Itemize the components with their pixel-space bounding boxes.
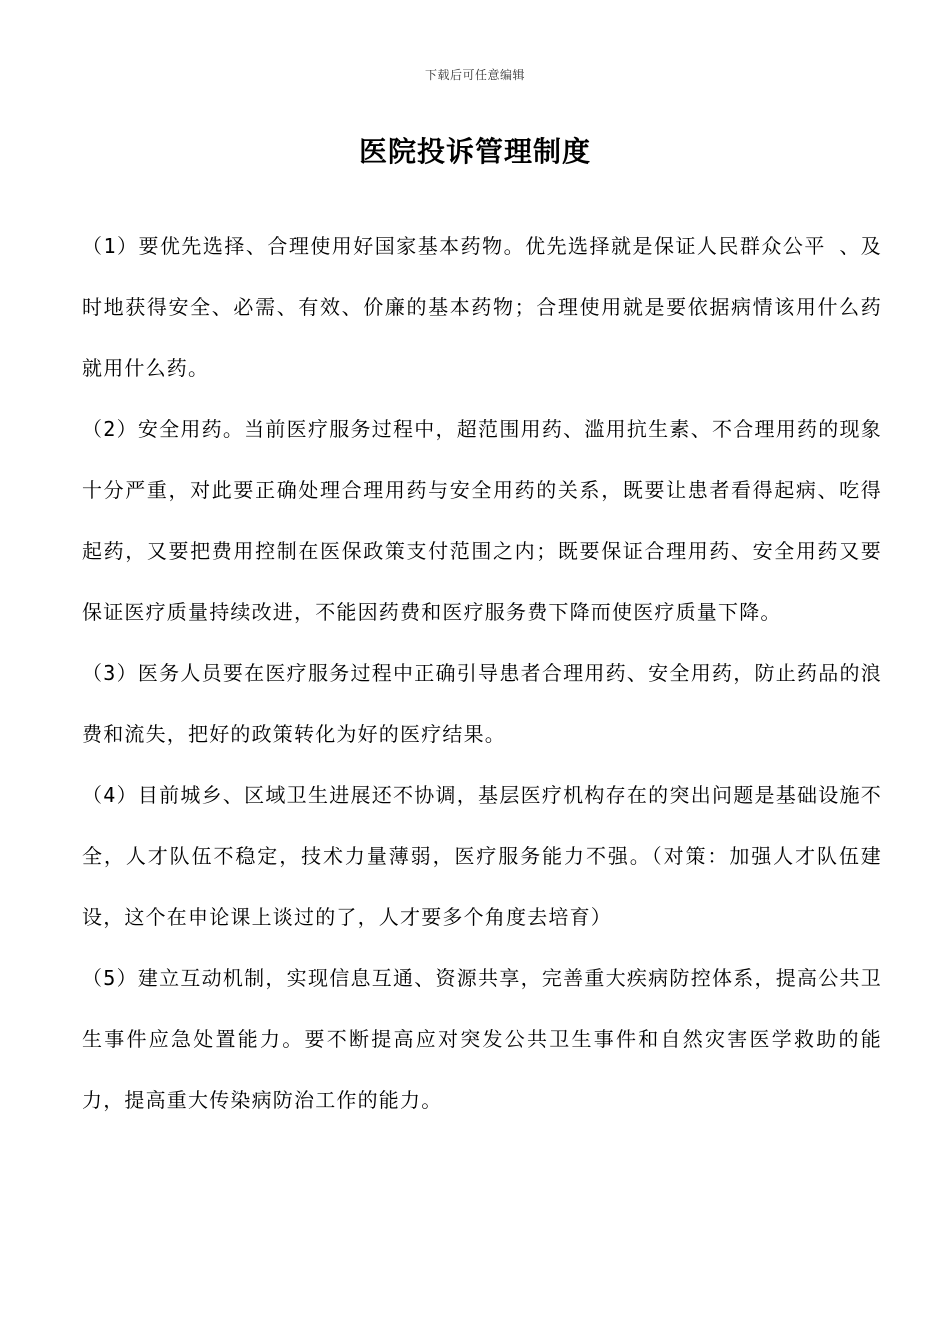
paragraph-3: （3）医务人员要在医疗服务过程中正确引导患者合理用药、安全用药，防止药品的浪费和流失，把好的政策转化为好的医疗结果。 bbox=[82, 661, 882, 746]
document-body bbox=[82, 216, 882, 1131]
document-title: 医院投诉管理制度 bbox=[358, 135, 591, 168]
paragraph-2: （2）安全用药。当前医疗服务过程中，超范围用药、滥用抗生素、不合理用药的现象十分严重，对此要正确处理合理用药与安全用药的关系，既要让患者看得起病、吃得起药，又要把费用控制在医保政策支付范围之内；既要保证合理用药、安全用药又要保证医疗质量持续改进，不能因药费和医疗服务费下降而使医疗质量下降。 bbox=[82, 417, 882, 624]
paragraph-5: （5）建立互动机制，实现信息互通、资源共享，完善重大疾病防控体系，提高公共卫生事件应急处置能力。要不断提高应对突发公共卫生事件和自然灾害医学救助的能力，提高重大传染病防治工作的能力。 bbox=[82, 966, 882, 1112]
header-note: 下载后可任意编辑 bbox=[424, 68, 525, 82]
paragraph-4: （4）目前城乡、区域卫生进展还不协调，基层医疗机构存在的突出问题是基础设施不全，人才队伍不稳定，技术力量薄弱，医疗服务能力不强。（对策：加强人才队伍建设，这个在申论课上谈过的了，人才要多个角度去培育） bbox=[82, 783, 882, 929]
paragraph-1: （1）要优先选择、合理使用好国家基本药物。优先选择就是保证人民群众公平 、及时地获得安全、必需、有效、价廉的基本药物；合理使用就是要依据病情该用什么药就用什么药。 bbox=[82, 234, 882, 380]
